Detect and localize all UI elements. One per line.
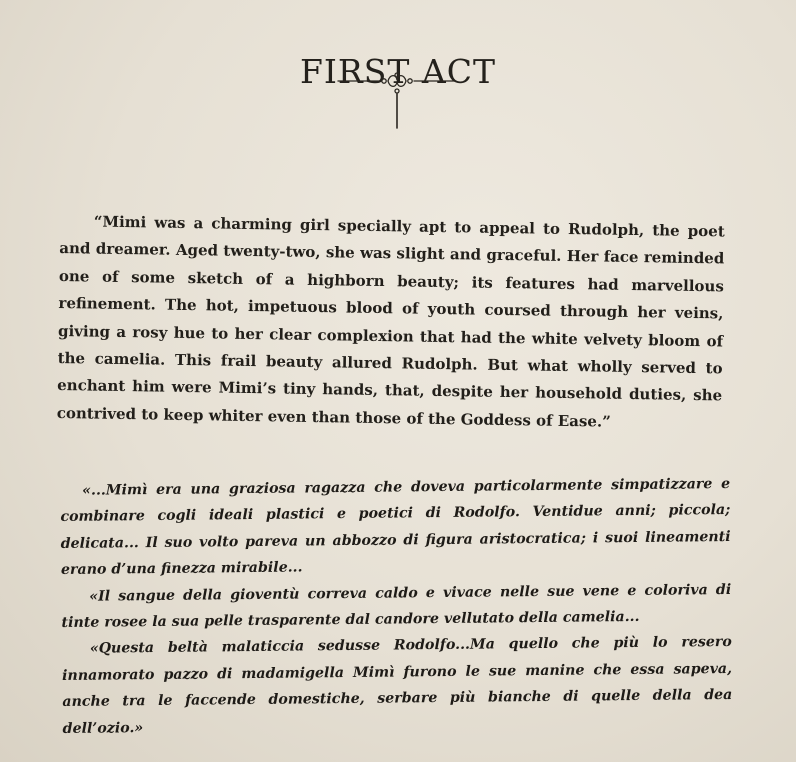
italian-paragraph-1: «...Mimì era una graziosa ragazza che doveva particolarmente simpatizzare e combinare cogli ideali plastici e poetici di Rodolfo. Ventidue anni; piccola; delicata... Il suo volto pareva un abbozzo di figura aristocratica; i suoi lineamenti erano d’una finezza mirabile... xyxy=(60,475,731,579)
act-title: FIRST ACT xyxy=(300,52,496,92)
italian-paragraph-3: «Questa beltà malaticcia sedusse Rodolfo...Ma quello che più lo resero innamorato pazzo di madamigella Mimì furono le sue manine che essa sapeva, anche tra le faccende domestiche, serbare più bianche di quelle della dea dell’ozio.» xyxy=(61,634,733,737)
english-quote xyxy=(57,208,725,438)
italian-paragraph-2: «Il sangue della gioventù correva caldo e vivace nelle sue vene e coloriva di tinte rosee la sua pelle trasparente dal candore vellutato della camelia... xyxy=(61,581,732,632)
english-paragraph: “Mimi was a charming girl specially apt to appeal to Rudolph, the poet and dreamer. Aged twenty-two, she was slight and graceful. Her face reminded one of some sketch of a highborn beauty; its features had marvellous refinement. The hot, impetuous blood of youth coursed through her veins, giving a rosy hue to her clear complexion that had the white velvety bloom of the camelia. This frail beauty allured Rudolph. But what wholly served to enchant him were Mimi’s tiny hands, that, despite her household duties, she contrived to keep whiter even than those of the Goddess of Ease.” xyxy=(56,212,725,431)
flourish-ornament-icon xyxy=(332,70,462,132)
italian-quote xyxy=(60,471,733,742)
